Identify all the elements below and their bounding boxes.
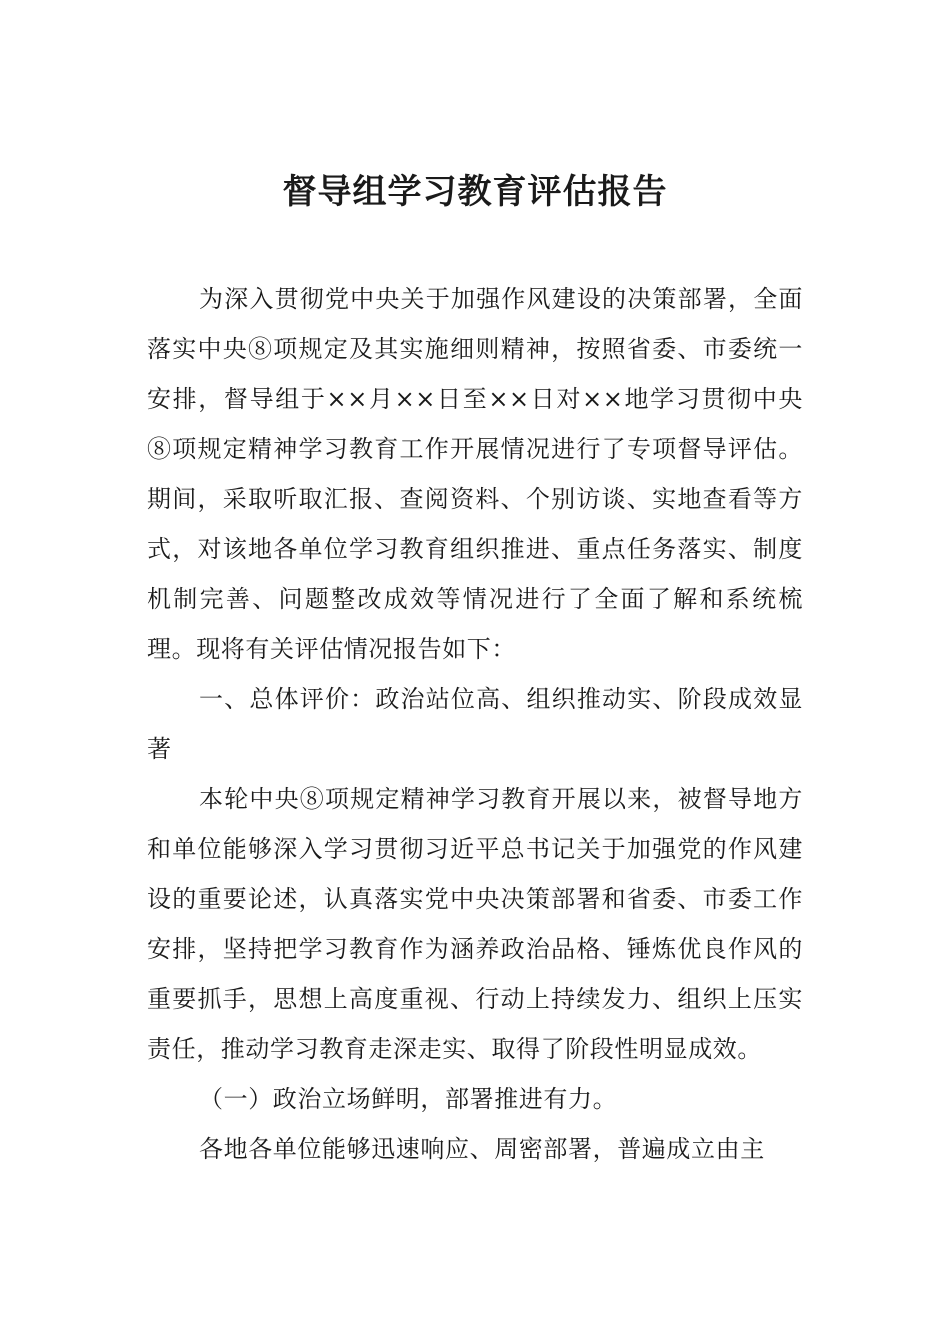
document-body — [147, 274, 803, 1174]
political-stance-paragraph: 各地各单位能够迅速响应、周密部署，普遍成立由主 — [199, 1135, 765, 1163]
intro-paragraph: 为深入贯彻党中央关于加强作风建设的决策部署，全面落实中央⑧项规定及其实施细则精神，按照省委、市委统一安排，督导组于××月××日至××日对××地学习贯彻中央⑧项规定精神学习教育工作开展情况进行了专项督导评估。期间，采取听取汇报、查阅资料、个别访谈、实地查看等方式，对该地各单位学习教育组织推进、重点任务落实、制度机制完善、问题整改成效等情况进行了全面了解和系统梳理。现将有关评估情况报告如下： — [147, 285, 803, 663]
section-heading-overall-evaluation: 一、总体评价：政治站位高、组织推动实、阶段成效显著 — [147, 685, 803, 763]
overall-evaluation-paragraph: 本轮中央⑧项规定精神学习教育开展以来，被督导地方和单位能够深入学习贯彻习近平总书记关于加强党的作风建设的重要论述，认真落实党中央决策部署和省委、市委工作安排，坚持把学习教育作为涵养政治品格、锤炼优良作风的重要抓手，思想上高度重视、行动上持续发力、组织上压实责任，推动学习教育走深走实、取得了阶段性明显成效。 — [147, 785, 803, 1063]
subsection-heading-political-stance: （一）政治立场鲜明，部署推进有力。 — [199, 1085, 618, 1113]
page-title: 督导组学习教育评估报告 — [282, 171, 668, 212]
